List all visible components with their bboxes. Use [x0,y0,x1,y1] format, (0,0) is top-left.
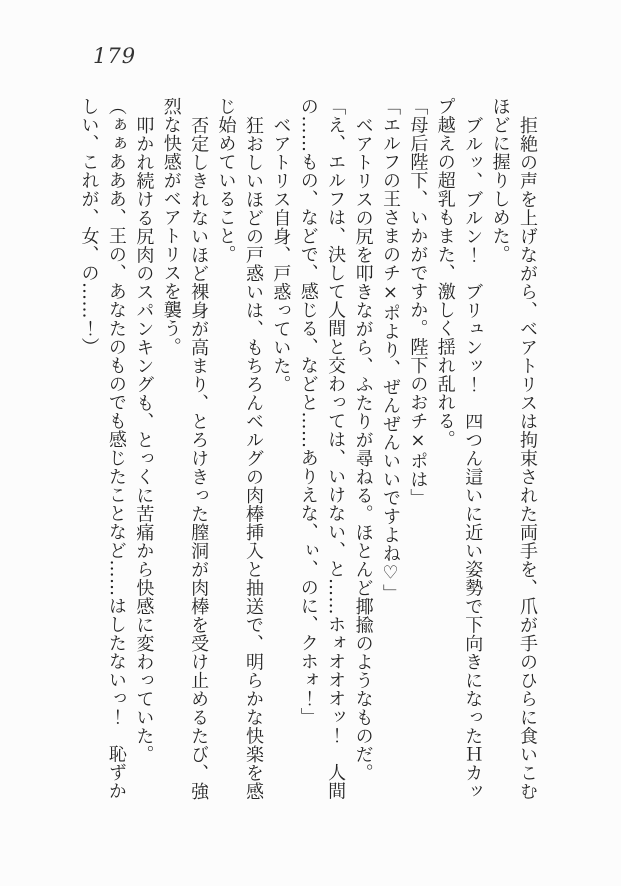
paragraph: 否定しきれないほど裸身が高まり、とろけきった膣洞が肉棒を受け止めるたび、強烈な快感がベアトリスを襲う。 [160,97,210,800]
paragraph: 「母后陛下、いかがですか。陛下のおチ×ポは」 [407,97,429,507]
paragraph: ブルッ、ブルン！ ブリュンッ！ 四つん這いに近い姿勢で下向きになったＨカップ越えの超乳もまた、激しく揺れ乱れる。 [434,97,484,800]
page-number: 179 [93,44,137,68]
paragraph: ベアトリスの尻を叩きながら、ふたりが尋ねる。ほとんど揶揄のようなものだ。 [352,115,374,782]
paragraph: 叩かれ続ける尻肉のスパンキングも、とっくに苦痛から快感に変わっていた。 [133,115,155,763]
paragraph: （ぁぁあああ、王の、あなたのものでも感じたことなど……はしたないっ！ 恥ずかしい、これが、女、の……！） [78,97,127,800]
paragraph: 狂おしいほどの戸惑いは、もちろんベルグの肉棒挿入と抽送で、明らかな快楽を感じ始めていること。 [215,97,264,800]
body-text [75,97,541,802]
paragraph: 「エルフの王さまのチ×ポより、ぜんぜんいいですよね♡」 [379,97,401,603]
paragraph: ベアトリス自身、戸惑っていた。 [270,115,292,393]
paragraph: 拒絶の声を上げながら、ベアトリスは拘束された両手を、爪が手のひらに食いこむほどに握りしめた。 [489,97,538,800]
paragraph: 「え、エルフは、決して人間と交わっては、いけない、と……ホォオオオッ！ 人間の……もの、などで、感じる、などと……ありえな、ぃ、のに、クホォ！」 [297,97,347,800]
